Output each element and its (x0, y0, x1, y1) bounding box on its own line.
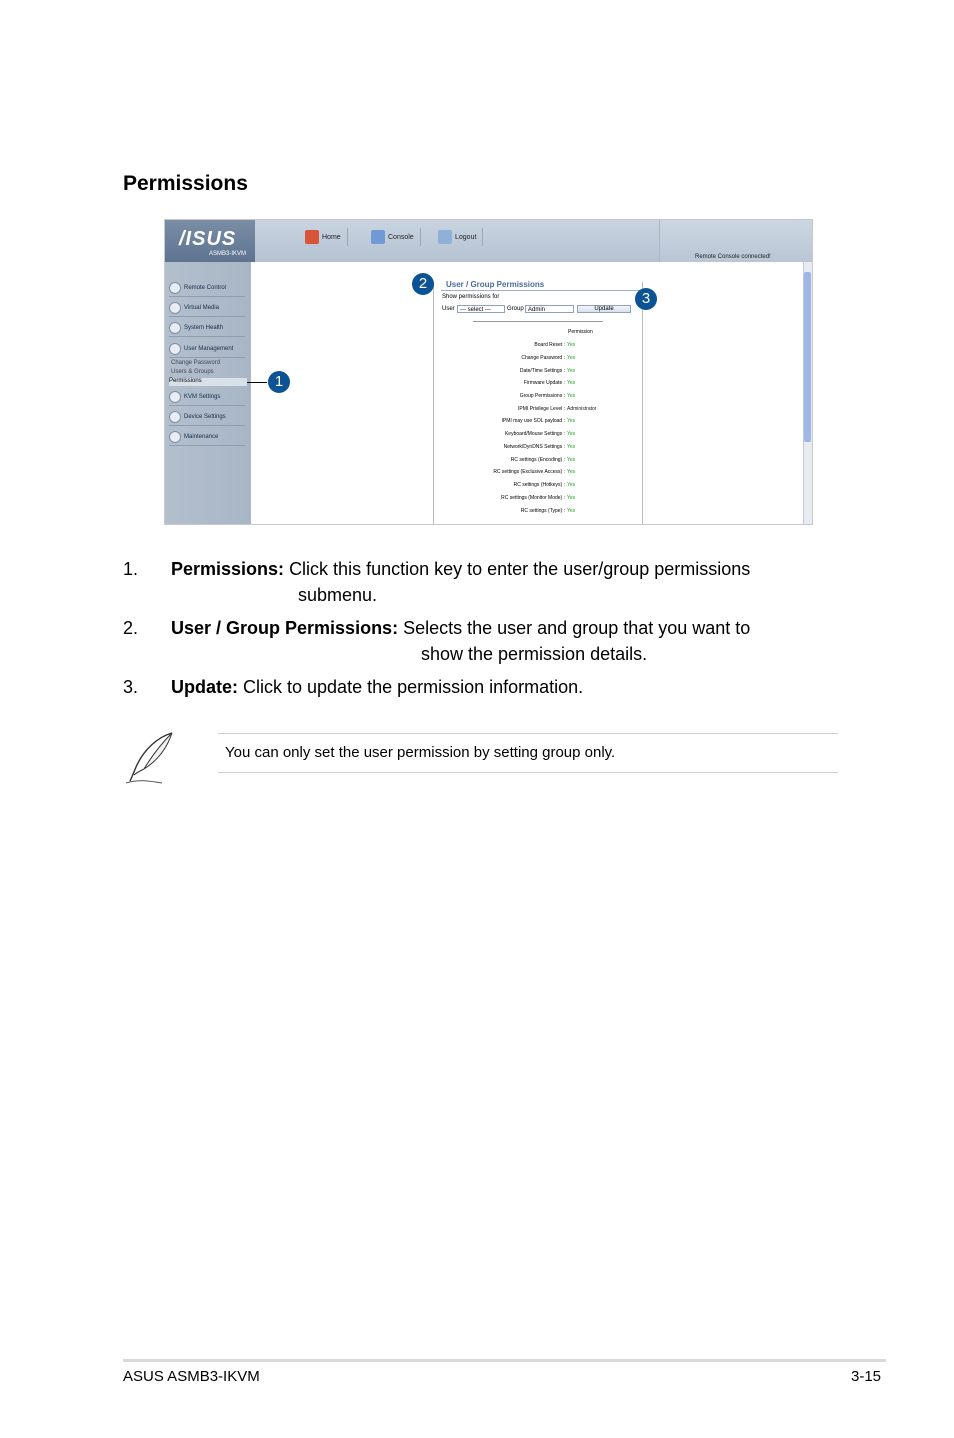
permission-row (435, 380, 635, 392)
sidebar (165, 262, 251, 524)
permission-value: Yes (567, 393, 576, 399)
sidebar-item-device-settings[interactable] (169, 409, 245, 426)
permission-value: Yes (567, 368, 576, 374)
instruction-continuation: submenu. (298, 585, 378, 605)
screenshot-figure (164, 219, 813, 525)
permission-row (435, 444, 635, 456)
instruction-term: Update: (171, 677, 238, 697)
note-text: You can only set the user permission by setting group only. (225, 744, 616, 761)
permission-row (435, 406, 635, 418)
instruction-text: Click to update the permission information. (243, 677, 584, 697)
permission-name: Group Permissions : (519, 393, 565, 399)
feather-note-icon (122, 729, 178, 785)
permission-value: Yes (567, 380, 576, 386)
asus-logo: /ISUS (179, 228, 237, 250)
group-label: Group (507, 306, 524, 312)
permission-value: Yes (567, 469, 576, 475)
nav-logout-button[interactable] (432, 228, 483, 246)
console-status: Remote Console connected! (695, 254, 771, 260)
callout-1: 1 (268, 371, 290, 393)
sidebar-item-virtual-media[interactable] (169, 300, 245, 317)
panel-title: User / Group Permissions (446, 280, 545, 289)
instruction-number: 2. (123, 618, 139, 638)
sidebar-item-remote-control[interactable] (169, 280, 245, 297)
footer-rule (123, 1359, 886, 1362)
permission-value: Yes (567, 355, 576, 361)
permission-row (435, 495, 635, 507)
permission-name: IPMI Privilege Level : (518, 406, 565, 412)
footer-page-number: 3-15 (851, 1368, 882, 1385)
permission-name: Keyboard/Mouse Settings : (504, 431, 565, 437)
permission-name: Change Password : (521, 355, 565, 361)
permission-value: Yes (567, 457, 576, 463)
permission-row (435, 482, 635, 494)
permission-row (435, 342, 635, 354)
permission-name: RC settings (Type) : (520, 508, 565, 514)
kvm-settings-icon (169, 391, 181, 403)
instruction-text: Click this function key to enter the user/group permissions (289, 559, 751, 579)
sidebar-label: Virtual Media (184, 305, 219, 311)
user-management-icon (169, 343, 181, 355)
instruction-number: 1. (123, 559, 139, 579)
sidebar-item-maintenance[interactable] (169, 429, 245, 446)
console-icon (371, 230, 385, 244)
system-health-icon (169, 322, 181, 334)
callout-leader-line (247, 382, 267, 383)
sidebar-sub-permissions[interactable]: Permissions (169, 378, 247, 386)
permission-value: Yes (567, 508, 576, 514)
permission-name: RC settings (Exclusive Access) : (493, 469, 565, 475)
instruction-term: User / Group Permissions: (171, 618, 399, 638)
sidebar-item-user-management[interactable] (169, 341, 245, 358)
permission-value: Yes (567, 342, 576, 348)
permission-name: RC settings (Monitor Mode) : (501, 495, 565, 501)
permission-row (435, 469, 635, 481)
sidebar-label: Maintenance (184, 434, 219, 440)
permission-value: Yes (567, 418, 576, 424)
logo-area (165, 220, 255, 262)
permission-row (435, 355, 635, 367)
device-settings-icon (169, 411, 181, 423)
nav-logout-label: Logout (455, 233, 477, 241)
instruction-number: 3. (123, 677, 139, 697)
sidebar-label: KVM Settings (184, 394, 221, 400)
nav-console-button[interactable] (365, 228, 421, 246)
logo-subtitle: ASMB3-IKVM (209, 251, 247, 257)
permission-row (435, 457, 635, 469)
callout-2: 2 (412, 273, 434, 295)
user-label: User (442, 306, 455, 312)
permission-value: Yes (567, 495, 576, 501)
permission-name: Board Reset : (534, 342, 565, 348)
permission-name: Date/Time Settings : (519, 368, 565, 374)
instruction-term: Permissions: (171, 559, 285, 579)
permission-name: RC settings (Encoding) : (510, 457, 565, 463)
note-top-rule (218, 733, 838, 734)
show-permissions-label: Show permissions for (442, 294, 500, 300)
permission-name: RC settings (Hotkeys) : (513, 482, 565, 488)
sidebar-sub-users-groups[interactable]: Users & Groups (171, 369, 214, 375)
maintenance-icon (169, 431, 181, 443)
permission-row (435, 418, 635, 430)
sidebar-label: User Management (184, 346, 234, 352)
permission-value: Yes (567, 482, 576, 488)
scrollbar-thumb[interactable] (804, 272, 811, 442)
permission-row (435, 368, 635, 380)
permission-name: Firmware Update : (523, 380, 565, 386)
home-icon (305, 230, 319, 244)
user-select[interactable]: --- select --- (457, 305, 505, 313)
permission-value: Yes (567, 444, 576, 450)
permission-value: Yes (567, 431, 576, 437)
separator-line (473, 321, 603, 322)
permission-header: Permission (568, 329, 593, 335)
permission-row (435, 431, 635, 443)
remote-control-icon (169, 282, 181, 294)
group-select[interactable]: Admin (525, 305, 574, 313)
sidebar-sub-change-password[interactable]: Change Password (171, 360, 221, 366)
update-button[interactable]: Update (577, 305, 631, 313)
section-title: Permissions (123, 172, 248, 195)
permission-name: Network/DynDNS Settings : (503, 444, 565, 450)
sidebar-label: System Health (184, 325, 224, 331)
permission-row (435, 393, 635, 405)
logout-icon (438, 230, 452, 244)
panel-title-underline (441, 290, 641, 291)
sidebar-item-system-health[interactable] (169, 320, 245, 337)
instruction-continuation: show the permission details. (421, 644, 648, 664)
callout-3: 3 (635, 288, 657, 310)
permission-value: Administrator (567, 406, 597, 412)
nav-home-button[interactable] (299, 228, 348, 246)
note-bottom-rule (218, 772, 838, 773)
virtual-media-icon (169, 302, 181, 314)
sidebar-label: Device Settings (184, 414, 226, 420)
sidebar-label: Remote Control (184, 285, 227, 291)
sidebar-item-kvm-settings[interactable] (169, 389, 245, 406)
permission-name: IPMI may use SOL payload : (501, 418, 565, 424)
nav-home-label: Home (322, 233, 341, 241)
permission-row (435, 508, 635, 520)
footer-product: ASUS ASMB3-IKVM (123, 1368, 260, 1385)
nav-console-label: Console (388, 233, 414, 241)
instruction-text: Selects the user and group that you want to (403, 618, 751, 638)
